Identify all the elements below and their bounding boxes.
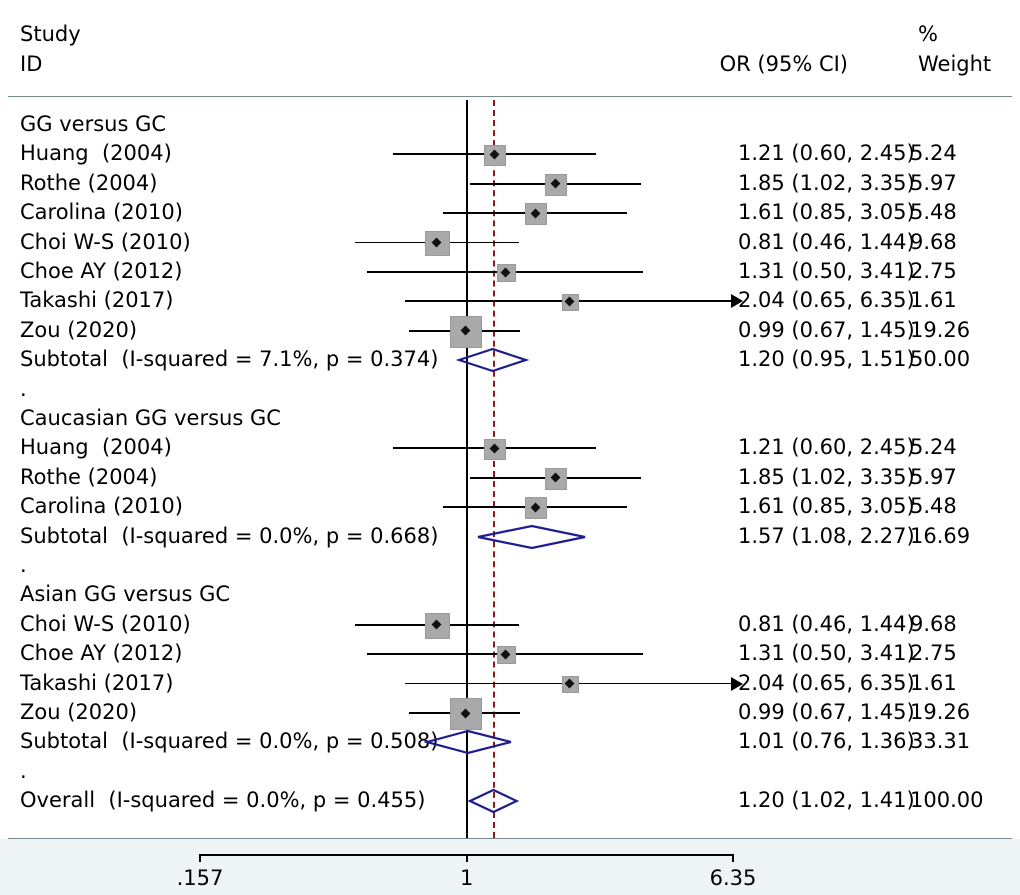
confidence-interval-line <box>409 712 520 714</box>
study-weight-box <box>450 316 482 348</box>
point-estimate-marker <box>530 502 540 512</box>
row-label: GG versus GC <box>20 112 167 136</box>
row-or-ci: 0.99 (0.67, 1.45) <box>738 317 915 342</box>
confidence-interval-line <box>405 683 733 685</box>
point-estimate-marker <box>530 208 540 218</box>
confidence-interval-line <box>443 212 627 214</box>
confidence-interval-line <box>470 183 641 185</box>
row-label: Rothe (2004) <box>20 170 158 195</box>
point-estimate-marker <box>460 708 470 718</box>
row-weight: 9.68 <box>910 229 957 254</box>
row-or-ci: 0.81 (0.46, 1.44) <box>738 229 915 254</box>
row-weight: 1.61 <box>910 288 957 313</box>
row-spacer: . <box>20 376 27 401</box>
header-study: Study <box>20 22 81 46</box>
confidence-interval-line <box>405 300 733 302</box>
row-label: Choe AY (2012) <box>20 641 183 666</box>
x-axis-tick <box>732 854 734 862</box>
row-label: Zou (2020) <box>20 317 138 342</box>
row-weight: 50.00 <box>910 347 971 372</box>
row-label: Overall (I-squared = 0.0%, p = 0.455) <box>20 788 426 813</box>
row-label: Choi W-S (2010) <box>20 229 191 254</box>
study-weight-box <box>484 145 505 166</box>
x-axis-tick <box>199 854 201 862</box>
row-weight: 2.75 <box>910 259 957 283</box>
row-or-ci: 2.04 (0.65, 6.35) <box>738 670 915 695</box>
row-weight: 5.24 <box>910 141 957 166</box>
confidence-interval-line <box>367 653 644 655</box>
row-label: Subtotal (I-squared = 0.0%, p = 0.668) <box>20 523 439 548</box>
row-or-ci: 1.85 (1.02, 3.35) <box>738 464 915 489</box>
row-label: Zou (2020) <box>20 700 138 724</box>
point-estimate-marker <box>501 267 511 277</box>
row-or-ci: 1.20 (0.95, 1.51) <box>738 347 915 372</box>
study-weight-box <box>545 468 567 490</box>
axis-band <box>0 839 1020 895</box>
point-estimate-marker <box>489 443 499 453</box>
study-weight-box <box>525 497 547 519</box>
row-or-ci: 1.85 (1.02, 3.35) <box>738 170 915 195</box>
row-or-ci: 0.81 (0.46, 1.44) <box>738 611 915 636</box>
row-or-ci: 1.61 (0.85, 3.05) <box>738 494 915 519</box>
x-axis-tick-label: 6.35 <box>709 866 757 890</box>
row-weight: 2.75 <box>910 641 957 666</box>
row-weight: 5.97 <box>910 464 957 489</box>
point-estimate-marker <box>501 649 511 659</box>
row-spacer: . <box>20 758 27 783</box>
point-estimate-marker <box>550 179 560 189</box>
study-weight-box <box>450 698 482 730</box>
row-label: Subtotal (I-squared = 7.1%, p = 0.374) <box>20 347 439 372</box>
study-weight-box <box>425 613 451 639</box>
row-label: Choe AY (2012) <box>20 259 183 283</box>
row-label: Caucasian GG versus GC <box>20 406 281 430</box>
row-label: Carolina (2010) <box>20 200 183 225</box>
study-weight-box <box>525 203 547 225</box>
row-label: Takashi (2017) <box>20 670 174 695</box>
row-label: Rothe (2004) <box>20 464 158 489</box>
row-or-ci: 1.01 (0.76, 1.36) <box>738 729 915 754</box>
row-or-ci: 1.57 (1.08, 2.27) <box>738 523 915 548</box>
overall-diamond <box>467 787 520 815</box>
confidence-interval-line <box>443 506 627 508</box>
subtotal-diamond <box>456 346 529 374</box>
row-or-ci: 1.20 (1.02, 1.41) <box>738 788 915 813</box>
point-estimate-marker <box>431 238 441 248</box>
row-weight: 5.24 <box>910 435 957 460</box>
row-weight: 1.61 <box>910 670 957 695</box>
header-or-ci: OR (95% CI) <box>719 52 848 76</box>
row-weight: 19.26 <box>910 317 971 342</box>
study-weight-box <box>497 264 515 282</box>
row-or-ci: 1.31 (0.50, 3.41) <box>738 259 915 283</box>
study-weight-box <box>484 439 505 460</box>
study-weight-box <box>425 231 451 257</box>
x-axis-tick-label: .157 <box>176 866 224 890</box>
row-or-ci: 1.31 (0.50, 3.41) <box>738 641 915 666</box>
row-weight: 100.00 <box>910 788 984 813</box>
header-divider <box>8 96 1012 97</box>
confidence-interval-line <box>367 271 644 273</box>
confidence-interval-line <box>355 624 519 626</box>
row-or-ci: 0.99 (0.67, 1.45) <box>738 700 915 724</box>
header-weight: Weight <box>918 52 992 76</box>
point-estimate-marker <box>489 149 499 159</box>
row-weight: 5.97 <box>910 170 957 195</box>
row-spacer: . <box>20 553 27 577</box>
confidence-interval-line <box>409 330 520 332</box>
pooled-effect-line <box>493 100 495 838</box>
row-label: Asian GG versus GC <box>20 582 230 607</box>
x-axis-tick-label: 1 <box>460 866 474 890</box>
confidence-interval-line <box>393 153 596 155</box>
row-weight: 5.48 <box>910 200 957 225</box>
subtotal-diamond <box>475 523 588 551</box>
point-estimate-marker <box>564 296 574 306</box>
point-estimate-marker <box>460 326 470 336</box>
confidence-interval-line <box>470 477 641 479</box>
confidence-interval-line <box>355 242 519 244</box>
study-weight-box <box>545 174 567 196</box>
header-id: ID <box>20 52 43 76</box>
row-or-ci: 1.21 (0.60, 2.45) <box>738 141 915 166</box>
row-weight: 19.26 <box>910 700 971 724</box>
row-weight: 5.48 <box>910 494 957 519</box>
header-percent: % <box>918 22 938 46</box>
row-or-ci: 1.61 (0.85, 3.05) <box>738 200 915 225</box>
row-or-ci: 1.21 (0.60, 2.45) <box>738 435 915 460</box>
point-estimate-marker <box>550 473 560 483</box>
row-label: Huang (2004) <box>20 141 172 166</box>
row-label: Subtotal (I-squared = 0.0%, p = 0.508) <box>20 729 439 754</box>
x-axis-tick <box>466 854 468 862</box>
row-or-ci: 2.04 (0.65, 6.35) <box>738 288 915 313</box>
null-effect-line <box>466 100 468 838</box>
row-weight: 16.69 <box>910 523 971 548</box>
study-weight-box <box>497 646 515 664</box>
point-estimate-marker <box>431 620 441 630</box>
point-estimate-marker <box>564 679 574 689</box>
row-label: Choi W-S (2010) <box>20 611 191 636</box>
row-label: Huang (2004) <box>20 435 172 460</box>
row-label: Carolina (2010) <box>20 494 183 519</box>
study-weight-box <box>562 294 578 310</box>
row-label: Takashi (2017) <box>20 288 174 313</box>
confidence-interval-line <box>393 447 596 449</box>
row-weight: 9.68 <box>910 611 957 636</box>
row-weight: 33.31 <box>910 729 971 754</box>
study-weight-box <box>562 676 578 692</box>
